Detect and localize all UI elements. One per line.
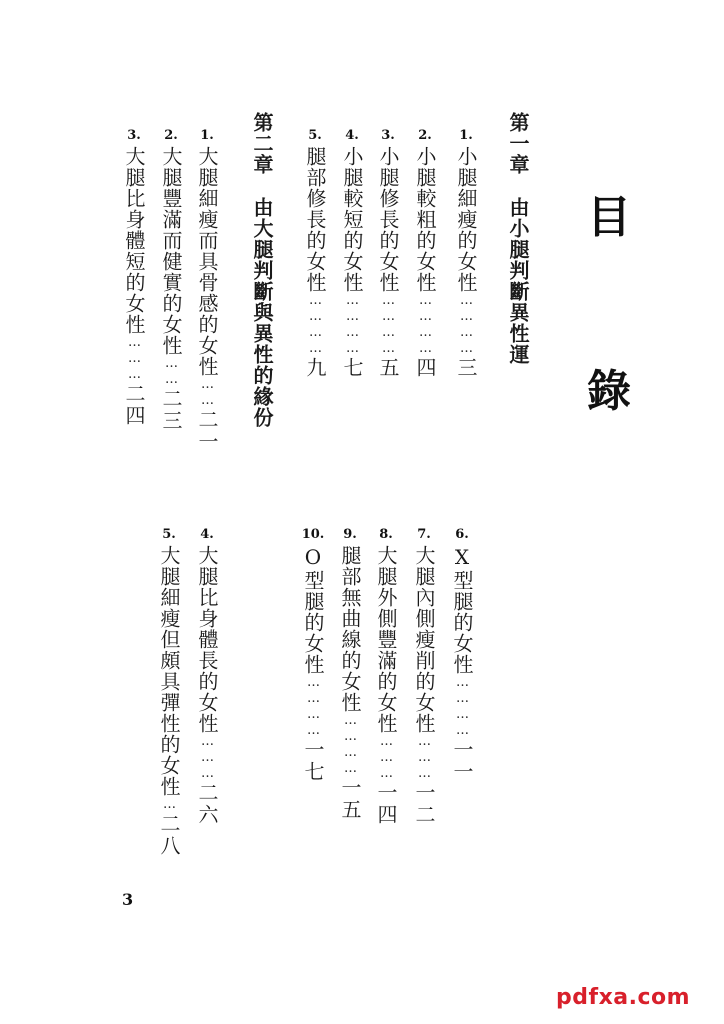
entry-leader-dots: …………	[345, 293, 360, 357]
entry-title: 大腿外側豐滿的女性	[374, 545, 398, 734]
chapter-1-label: 第一章	[506, 112, 530, 175]
entry-leader-dots: ………	[200, 734, 215, 782]
entry-number: 7.	[417, 527, 431, 542]
entry-page: 二三	[159, 388, 183, 432]
entry-title: 小腿較粗的女性	[413, 146, 437, 293]
entry-leader-dots: ……	[164, 356, 179, 388]
entry-title: 大腿豐滿而健實的女性	[159, 146, 183, 356]
toc-entry[interactable]	[337, 128, 367, 379]
entry-number: 4.	[200, 527, 214, 542]
entry-number: 8.	[379, 527, 393, 542]
watermark-text: pdfxa.com	[556, 985, 691, 1010]
entry-leader-dots: ………	[127, 335, 142, 383]
entry-number: 4.	[345, 128, 359, 143]
entry-number: 10.	[301, 527, 325, 542]
toc-entry[interactable]	[298, 527, 328, 783]
chapter-2-title: 由大腿判斷與異性的緣份	[250, 197, 274, 428]
toc-entry[interactable]	[409, 527, 439, 826]
entry-leader-dots: ………	[417, 734, 432, 782]
entry-page: 二八	[157, 813, 181, 857]
chapter-1-heading	[504, 112, 532, 365]
entry-title: 大腿比身體短的女性	[122, 146, 146, 335]
entry-page: 一五	[338, 777, 362, 821]
entry-number: 2.	[164, 128, 178, 143]
entry-number: 9.	[343, 527, 357, 542]
entry-page: 九	[303, 357, 327, 379]
entry-number: 1.	[200, 128, 214, 143]
entry-page: 七	[340, 357, 364, 379]
entry-page: 一二	[412, 782, 436, 826]
entry-title: 腿部修長的女性	[303, 146, 327, 293]
entry-number: 1.	[459, 128, 473, 143]
entry-title: 腿部無曲線的女性	[338, 545, 362, 713]
entry-page: 二四	[122, 383, 146, 427]
entry-page: 三	[454, 357, 478, 379]
entry-title: O型腿的女性	[301, 545, 325, 675]
entry-leader-dots: …………	[381, 293, 396, 357]
entry-leader-dots: …………	[343, 713, 358, 777]
chapter-1-title: 由小腿判斷異性運	[506, 197, 530, 365]
entry-title: 小腿較短的女性	[340, 146, 364, 293]
entry-number: 5.	[162, 527, 176, 542]
chapter-2-label: 第二章	[250, 112, 274, 175]
toc-entry[interactable]	[192, 128, 222, 453]
toc-entry[interactable]	[156, 128, 186, 432]
entry-page: 二一	[195, 409, 219, 453]
entry-leader-dots: …	[162, 797, 177, 813]
entry-number: 6.	[455, 527, 469, 542]
toc-entry[interactable]	[119, 128, 149, 427]
entry-title: 大腿細瘦而具骨感的女性	[195, 146, 219, 377]
entry-leader-dots: …………	[308, 293, 323, 357]
toc-entry[interactable]	[192, 527, 222, 826]
entry-number: 2.	[418, 128, 432, 143]
toc-entry[interactable]	[410, 128, 440, 379]
toc-entry[interactable]	[371, 527, 401, 826]
entry-page: 二六	[195, 782, 219, 826]
toc-entry[interactable]	[373, 128, 403, 379]
entry-page: 一七	[301, 739, 325, 783]
entry-page: 四	[413, 357, 437, 379]
entry-leader-dots: …………	[459, 293, 474, 357]
entry-leader-dots: ………	[379, 734, 394, 782]
entry-title: 小腿修長的女性	[376, 146, 400, 293]
toc-entry[interactable]	[154, 527, 184, 857]
chapter-2-heading	[248, 112, 276, 428]
entry-title: X型腿的女性	[450, 545, 474, 675]
entry-page: 一四	[374, 782, 398, 826]
entry-leader-dots: …………	[306, 675, 321, 739]
entry-page: 五	[376, 357, 400, 379]
entry-title: 大腿內側瘦削的女性	[412, 545, 436, 734]
page-number: 3	[122, 890, 134, 909]
entry-number: 5.	[308, 128, 322, 143]
entry-page: 一一	[450, 739, 474, 783]
entry-leader-dots: …………	[418, 293, 433, 357]
entry-leader-dots: ……	[200, 377, 215, 409]
entry-title: 大腿細瘦但頗具彈性的女性	[157, 545, 181, 797]
toc-entry[interactable]	[335, 527, 365, 821]
entry-number: 3.	[381, 128, 395, 143]
heading-char-1: 目	[587, 192, 631, 243]
heading-char-2: 錄	[587, 366, 631, 417]
toc-entry[interactable]	[447, 527, 477, 783]
toc-entry[interactable]	[300, 128, 330, 379]
entry-title: 小腿細瘦的女性	[454, 146, 478, 293]
toc-entry[interactable]	[451, 128, 481, 379]
entry-leader-dots: …………	[455, 675, 470, 739]
entry-number: 3.	[127, 128, 141, 143]
entry-title: 大腿比身體長的女性	[195, 545, 219, 734]
